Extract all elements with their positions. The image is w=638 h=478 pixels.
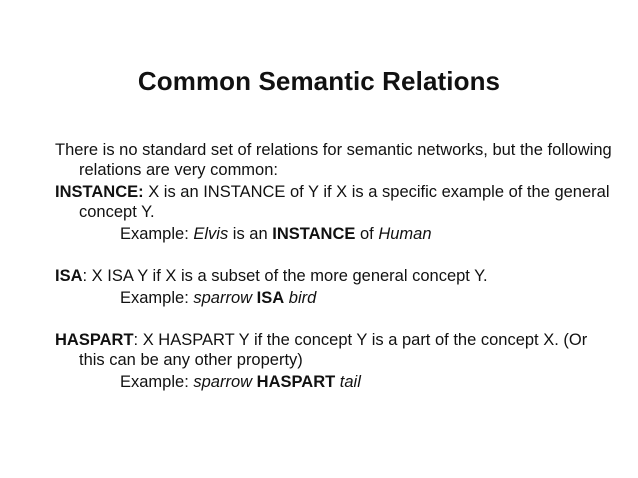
- instance-example-subject: Elvis: [193, 225, 229, 243]
- haspart-definition: [55, 330, 615, 370]
- haspart-example: [55, 372, 615, 392]
- instance-example-object: Human: [378, 225, 432, 243]
- instance-term: INSTANCE:: [55, 183, 144, 201]
- isa-example-relation: ISA: [256, 289, 285, 307]
- intro-paragraph: [55, 140, 615, 180]
- isa-example-subject: sparrow: [193, 289, 253, 307]
- isa-definition-text: : X ISA Y if X is a subset of the more general concept Y.: [82, 267, 488, 285]
- haspart-example-prefix: Example:: [120, 373, 194, 391]
- isa-example-object: bird: [288, 289, 317, 307]
- isa-example: [55, 288, 615, 308]
- spacer: [55, 244, 615, 264]
- isa-term: ISA: [55, 267, 83, 285]
- instance-definition-text: X is an INSTANCE of Y if X is a specific example of the general concept Y.: [79, 183, 610, 221]
- isa-definition: [55, 266, 615, 286]
- slide-body: [55, 140, 615, 392]
- instance-example-prefix: Example:: [120, 225, 194, 243]
- instance-example-middle: is an: [228, 225, 273, 243]
- haspart-term: HASPART: [55, 331, 134, 349]
- haspart-definition-text: : X HASPART Y if the concept Y is a part of the concept X. (Or this can be any other property): [79, 331, 588, 369]
- instance-definition: [55, 182, 615, 222]
- slide-title: Common Semantic Relations: [137, 66, 501, 96]
- instance-example-relation: INSTANCE: [272, 225, 356, 243]
- instance-example: [55, 224, 615, 244]
- haspart-example-subject: sparrow: [193, 373, 253, 391]
- intro-text: There is no standard set of relations for semantic networks, but the following relations are very common:: [55, 141, 612, 179]
- spacer: [55, 308, 615, 328]
- haspart-example-object: tail: [339, 373, 361, 391]
- isa-example-prefix: Example:: [120, 289, 194, 307]
- instance-example-middle: of: [355, 225, 379, 243]
- haspart-example-relation: HASPART: [256, 373, 336, 391]
